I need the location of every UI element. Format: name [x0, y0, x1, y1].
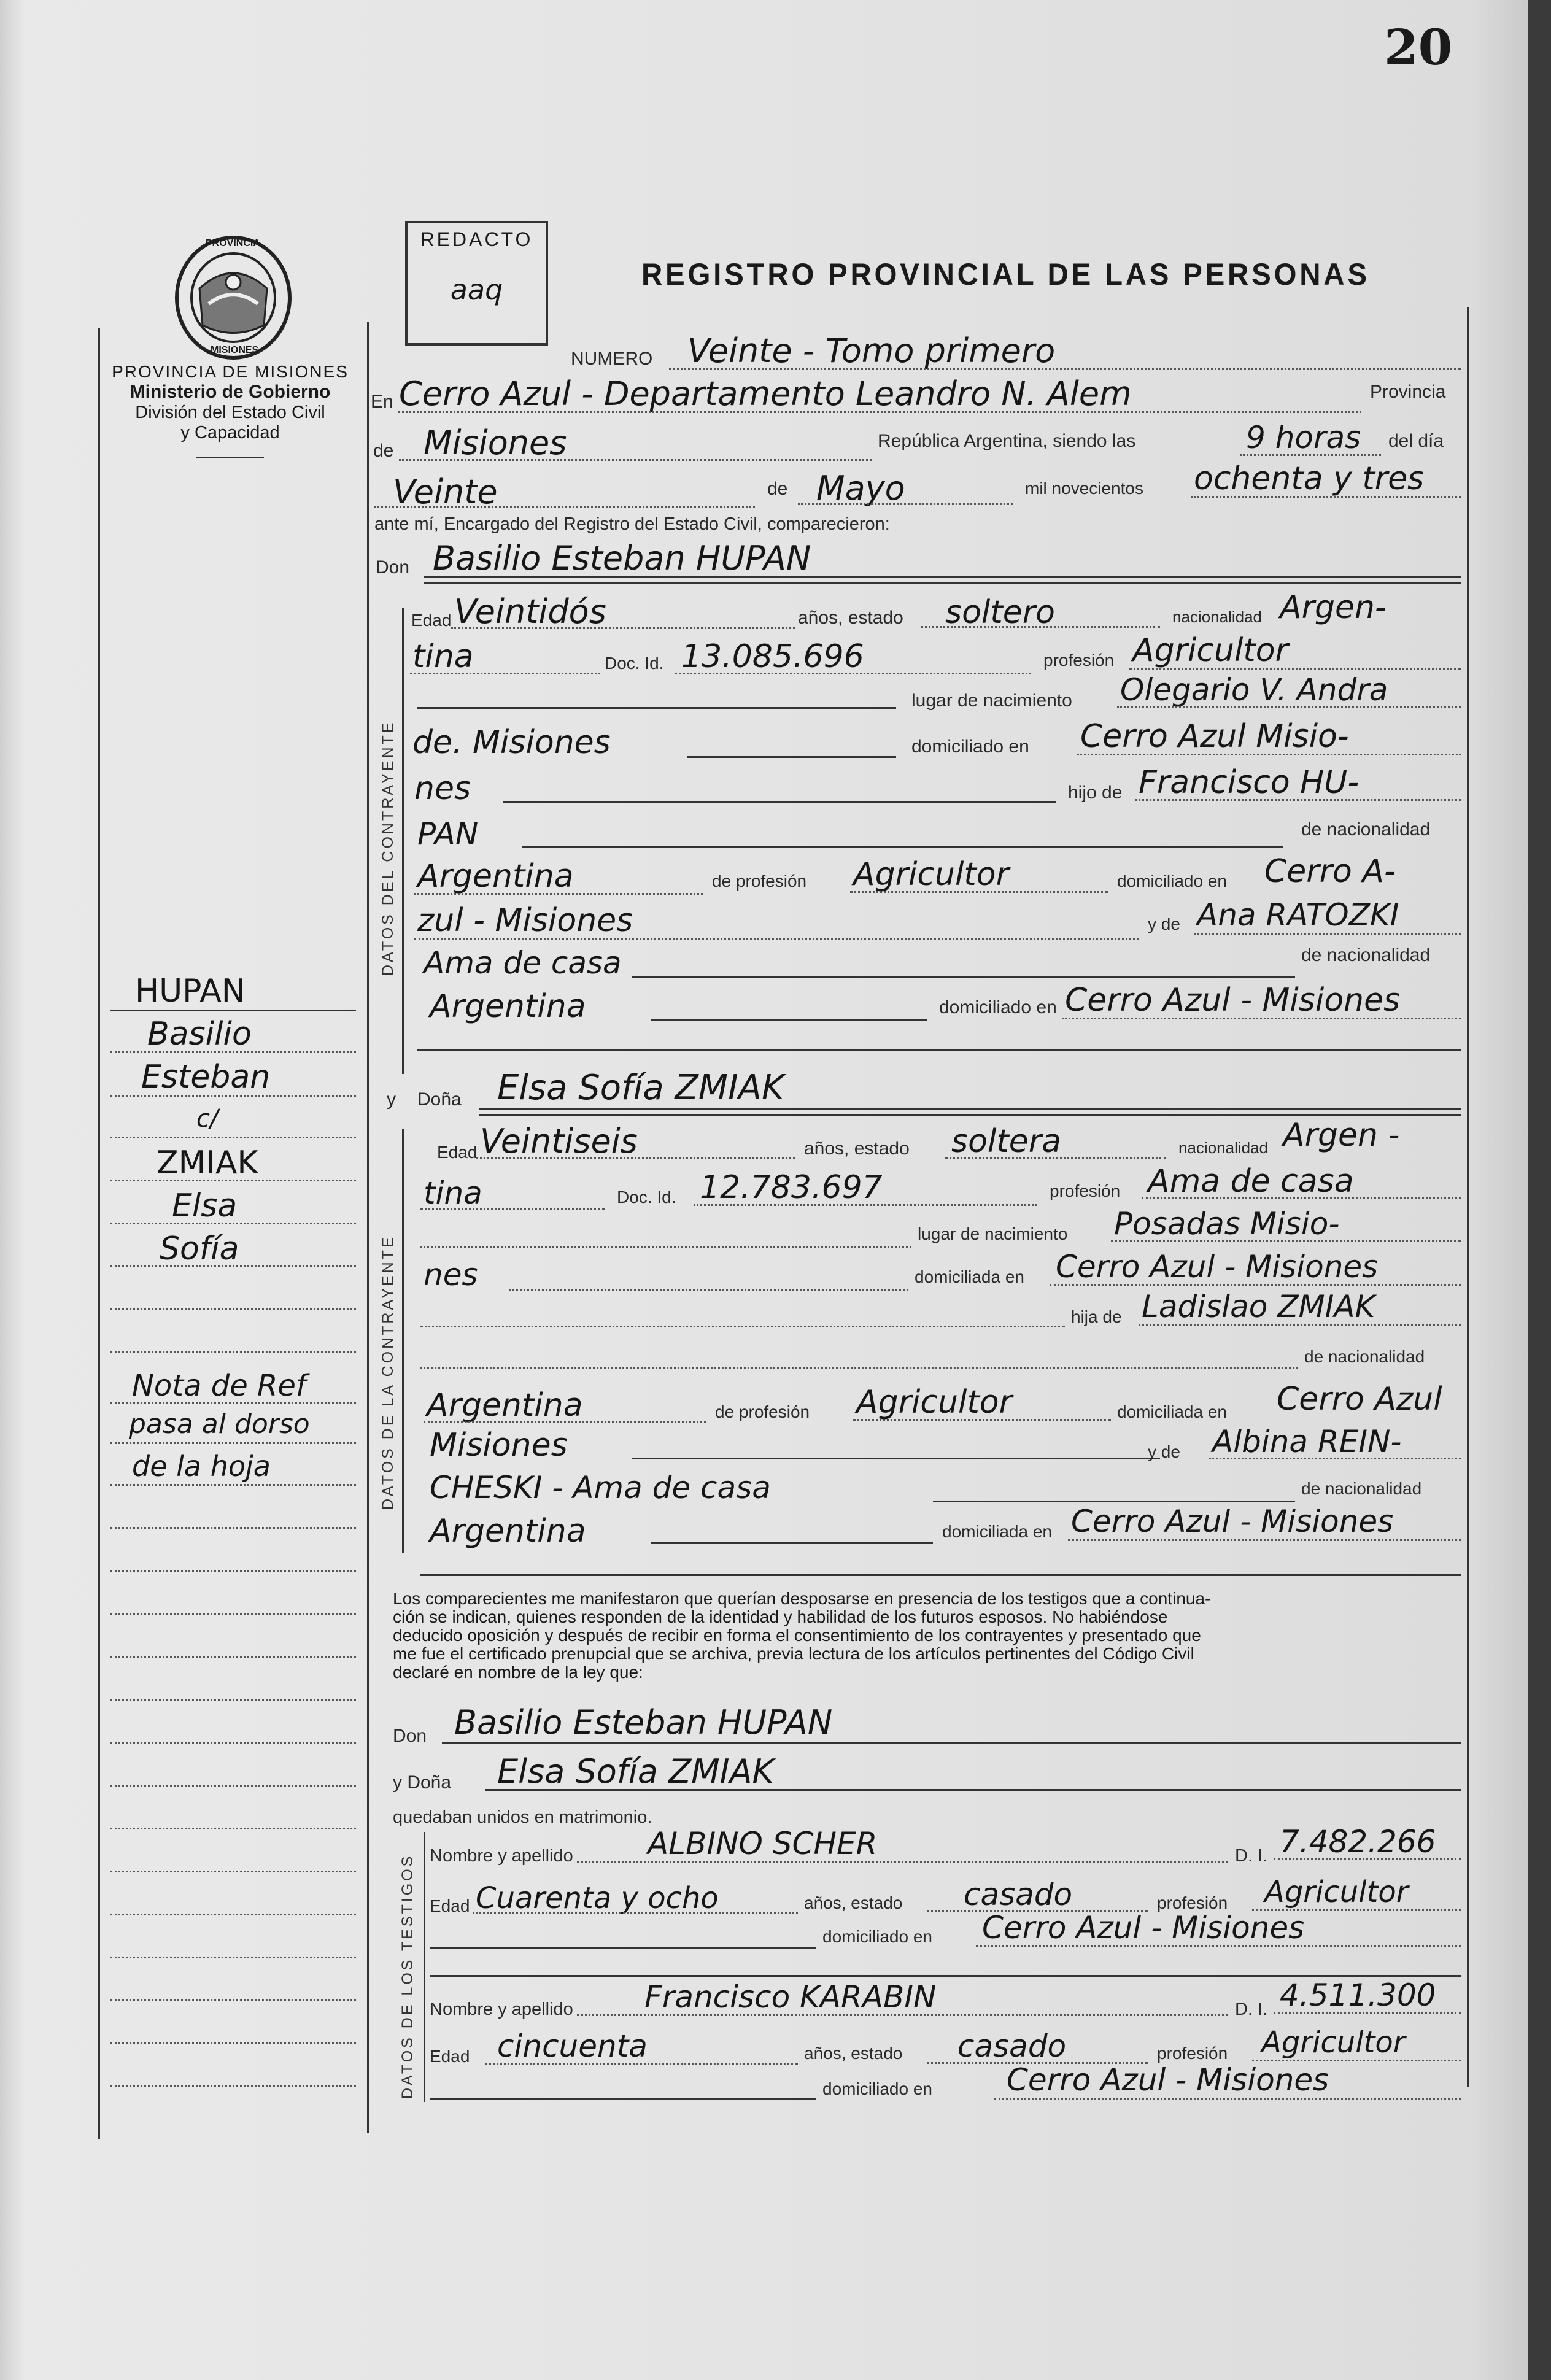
margin-line-14	[110, 1570, 356, 1572]
margin-name-3: Esteban	[141, 1059, 271, 1095]
w1-domicilio-value: Cerro Azul - Misiones	[982, 1910, 1305, 1945]
groom-lugar-line	[1117, 706, 1461, 708]
groom-lugar-cont-line	[687, 756, 896, 758]
w2-domicilio-label: domiciliado en	[822, 2079, 932, 2098]
groom-padre-nac-label: de nacionalidad	[1301, 819, 1431, 840]
bride-profesion-value: Ama de casa	[1148, 1163, 1354, 1200]
margin-line-6	[110, 1223, 356, 1224]
groom-profesion-line	[1129, 668, 1461, 670]
groom-padre-nac: Argentina	[417, 858, 574, 895]
margin-line-10	[110, 1402, 356, 1404]
witness-side-label: DATOS DE LOS TESTIGOS	[399, 1853, 416, 2099]
groom-domicilio-cont: nes	[414, 770, 471, 807]
groom-madre-dom: Cerro Azul - Misiones	[1065, 982, 1401, 1019]
groom-anios-label: años, estado	[798, 608, 903, 628]
redacto-initials: aaq	[450, 273, 503, 306]
margin-line-2	[110, 1051, 356, 1053]
mes-value: Mayo	[816, 469, 905, 508]
page-number: 20	[1384, 18, 1453, 76]
decl-don-value: Basilio Esteban HUPAN	[454, 1703, 833, 1742]
w1-dom-blank	[430, 1947, 816, 1949]
margin-line-4	[110, 1137, 356, 1138]
bride-madre-cont: CHESKI - Ama de casa	[430, 1470, 771, 1505]
bride-nac-cont: tina	[424, 1175, 482, 1211]
groom-madre-prof-line	[632, 976, 1295, 978]
bride-padre-dom-label: domiciliada en	[1117, 1402, 1227, 1421]
bride-nac-value: Argen -	[1283, 1117, 1400, 1154]
groom-nac-cont: tina	[412, 638, 474, 675]
decl-dona-value: Elsa Sofía ZMIAK	[497, 1752, 774, 1791]
w2-dom-blank	[430, 2098, 816, 2100]
bride-padre-nac-label: de nacionalidad	[1304, 1347, 1425, 1366]
margin-line-17	[110, 1699, 356, 1701]
w1-domicilio-label: domiciliado en	[822, 1927, 932, 1946]
bride-estado-line	[945, 1157, 1166, 1159]
page-title: REGISTRO PROVINCIAL DE LAS PERSONAS	[641, 257, 1370, 292]
bride-madre-nac: Argentina	[430, 1513, 586, 1550]
w1-di-label: D. I.	[1235, 1846, 1268, 1866]
bride-padre-nac: Argentina	[427, 1387, 583, 1424]
margin-line-12	[110, 1484, 356, 1486]
w2-profesion-line	[1252, 2060, 1461, 2061]
groom-lugar-label: lugar de nacimiento	[911, 690, 1072, 711]
w1-edad-value: Cuarenta y ocho	[476, 1881, 719, 1915]
w2-di-label: D. I.	[1235, 1999, 1268, 2019]
margin-line-1	[110, 1010, 356, 1011]
w1-di-value: 7.482.266	[1280, 1824, 1436, 1860]
horas-line	[1240, 454, 1381, 456]
bride-doc-line	[694, 1204, 1037, 1206]
groom-madre-value: Ana RATOZKI	[1197, 897, 1399, 933]
margin-note-1: Nota de Ref	[132, 1369, 306, 1403]
bride-side-label: DATOS DE LA CONTRAYENTE	[379, 1235, 396, 1510]
margin-line-7	[110, 1265, 356, 1267]
w1-domicilio-line	[976, 1945, 1461, 1947]
w1-anios-label: años, estado	[804, 1893, 903, 1912]
declaration-line: ción se indican, quienes responden de la identidad y habilidad de los futuros esposos. No habiéndose	[393, 1607, 1168, 1626]
seal-text-bottom: MISIONES	[211, 345, 259, 355]
bride-padre-dom: Cerro Azul	[1277, 1381, 1442, 1418]
groom-madre-dom-line	[1062, 1018, 1461, 1019]
groom-padre-cont: PAN	[417, 816, 479, 852]
provincia-value: Misiones	[424, 423, 567, 462]
redacto-label: REDACTO	[420, 228, 533, 250]
groom-nac-label: nacionalidad	[1172, 608, 1263, 626]
bride-madre-value: Albina REIN-	[1212, 1424, 1402, 1459]
margin-line-20	[110, 1828, 356, 1829]
mes-line	[798, 503, 1013, 505]
decl-don-label: Don	[393, 1726, 427, 1746]
w1-nombre-line	[577, 1861, 1228, 1863]
margin-line-26	[110, 2085, 356, 2087]
groom-side-label: DATOS DEL CONTRAYENTE	[379, 720, 396, 976]
bride-madre-dom: Cerro Azul - Misiones	[1071, 1504, 1394, 1539]
groom-profesion-value: Agricultor	[1132, 632, 1288, 669]
groom-bracket	[402, 608, 404, 1074]
groom-padre-dom: Cerro A-	[1264, 853, 1396, 890]
margin-line-5	[110, 1180, 356, 1181]
groom-madre-line	[1194, 933, 1461, 935]
groom-padre-dom-cont-line	[414, 938, 1139, 940]
declaration-line: deducido oposición y después de recibir en forma el consentimiento de los contrayentes y presentado que	[393, 1626, 1201, 1645]
groom-profesion-label: profesión	[1043, 651, 1115, 670]
groom-y-de-label: y de	[1148, 914, 1180, 933]
declaration-line: me fue el certificado prenupcial que se archiva, previa lectura de los artículos pertinentes del Código Civil	[393, 1644, 1194, 1663]
margin-note-2: pasa al dorso	[129, 1408, 310, 1440]
de-label: de	[373, 441, 394, 461]
groom-lugar-blank	[417, 707, 896, 709]
groom-padre-line	[1135, 799, 1461, 801]
org-province: PROVINCIA DE MISIONES	[112, 362, 349, 381]
groom-madre-nac-line	[651, 1019, 927, 1021]
margin-line-24	[110, 1999, 356, 2001]
declaration-line: declaré en nombre de la ley que:	[393, 1663, 643, 1682]
org-rule	[196, 457, 264, 458]
bride-edad-line	[476, 1157, 795, 1159]
mil-label: mil novecientos	[1025, 479, 1143, 498]
bride-y-label: y	[387, 1089, 396, 1110]
decl-closing: quedaban unidos en matrimonio.	[393, 1807, 652, 1827]
bride-lugar-cont: nes	[424, 1257, 478, 1292]
w2-estado-value: casado	[957, 2028, 1067, 2064]
dia-line	[374, 506, 755, 508]
margin-line-3	[110, 1095, 356, 1097]
margin-name-2: Basilio	[147, 1016, 252, 1053]
groom-edad-value: Veintidós	[454, 592, 606, 631]
bride-edad-label: Edad	[437, 1143, 478, 1162]
bride-padre-dom-cont: Misiones	[430, 1427, 568, 1464]
bride-lugar-line	[1111, 1240, 1461, 1242]
bride-madre-dom-line	[1068, 1539, 1461, 1541]
bride-padre-nac-line	[424, 1421, 706, 1423]
bride-madre-dom-label: domiciliada en	[942, 1522, 1052, 1541]
bride-madre-nac-line	[651, 1542, 933, 1544]
bride-domicilio-line	[1050, 1284, 1461, 1286]
groom-madre-prof: Ama de casa	[424, 945, 622, 981]
groom-edad-line	[451, 627, 795, 629]
groom-nac-cont-line	[410, 673, 600, 674]
org-capacity: y Capacidad	[180, 423, 280, 442]
margin-note-3: de la hoja	[132, 1450, 271, 1483]
margin-name-7: Sofía	[160, 1231, 239, 1267]
provincial-seal-icon	[172, 233, 295, 362]
don-line-2	[424, 582, 1461, 584]
w1-edad-line	[473, 1912, 798, 1914]
margin-line-11	[110, 1442, 356, 1444]
redacto-box	[405, 221, 548, 346]
groom-doc-value: 13.085.696	[681, 638, 864, 675]
numero-label: NUMERO	[571, 349, 653, 369]
w1-edad-label: Edad	[430, 1896, 470, 1915]
groom-domicilio-line	[1077, 754, 1461, 755]
margin-name-5: ZMIAK	[157, 1145, 258, 1181]
de-line	[399, 459, 872, 461]
groom-padre-prof: Agricultor	[853, 856, 1009, 893]
bride-dona-label: Doña	[417, 1089, 462, 1110]
bride-nac-label: nacionalidad	[1178, 1138, 1269, 1157]
en-line	[398, 411, 1361, 413]
w2-nombre-label: Nombre y apellido	[430, 1999, 573, 2019]
w2-domicilio-line	[994, 2098, 1461, 2100]
seal-text-top: PROVINCIA	[206, 238, 260, 249]
w2-di-line	[1274, 2012, 1461, 2014]
groom-edad-label: Edad	[411, 611, 452, 630]
bride-lugar-label: lugar de nacimiento	[918, 1224, 1068, 1243]
groom-domicilio-value: Cerro Azul Misio-	[1080, 718, 1349, 755]
horas-value: 9 horas	[1246, 420, 1361, 455]
bride-hija-label: hija de	[1071, 1307, 1122, 1326]
margin-line-9	[110, 1351, 356, 1353]
groom-madre-nac: Argentina	[430, 988, 586, 1025]
form-right-rule	[1467, 307, 1469, 2087]
groom-padre-dom-label: domiciliado en	[1117, 871, 1227, 891]
bride-madre-nac-label: de nacionalidad	[1301, 1479, 1422, 1498]
groom-padre-cont-line	[522, 846, 1283, 848]
witness-bracket	[424, 1832, 425, 2102]
bride-nac-cont-line	[420, 1208, 605, 1210]
groom-padre-prof-label: de profesión	[712, 871, 807, 891]
dia-value: Veinte	[393, 473, 498, 511]
en-label: En	[371, 392, 393, 412]
w2-nombre-line	[577, 2014, 1228, 2016]
bride-dona-value: Elsa Sofía ZMIAK	[497, 1068, 784, 1108]
groom-padre-prof-line	[850, 891, 1108, 893]
bride-profesion-label: profesión	[1050, 1181, 1121, 1200]
w2-domicilio-value: Cerro Azul - Misiones	[1007, 2062, 1329, 2098]
groom-padre-nac-line	[414, 893, 703, 895]
groom-lugar-cont: de. Misiones	[412, 724, 611, 761]
numero-line	[669, 368, 1461, 370]
bride-padre-value: Ladislao ZMIAK	[1142, 1289, 1375, 1324]
bride-doc-value: 12.783.697	[700, 1169, 883, 1206]
w2-nombre-value: Francisco KARABIN	[644, 1979, 937, 2015]
bride-padre-prof: Agricultor	[856, 1384, 1012, 1421]
margin-line-21	[110, 1871, 356, 1872]
margin-line-16	[110, 1656, 356, 1658]
margin-line-19	[110, 1785, 356, 1787]
bride-padre-dom-cont-line	[632, 1458, 1160, 1459]
bride-padre-prof-line	[853, 1419, 1111, 1421]
w1-nombre-value: ALBINO SCHER	[648, 1826, 878, 1861]
bride-padre-nac-blank	[420, 1367, 1298, 1369]
w1-di-line	[1274, 1858, 1461, 1860]
bride-blank-line-1	[420, 1574, 1461, 1576]
don-line	[424, 576, 1461, 578]
margin-name-6: Elsa	[172, 1188, 238, 1224]
bride-hija-blank	[420, 1326, 1065, 1327]
w2-edad-label: Edad	[430, 2047, 470, 2066]
bride-padre-prof-label: de profesión	[715, 1402, 810, 1421]
margin-line-15	[110, 1613, 356, 1615]
groom-estado-value: soltero	[945, 594, 1055, 631]
org-ministry: Ministerio de Gobierno	[130, 382, 331, 402]
w1-nombre-label: Nombre y apellido	[430, 1846, 573, 1866]
bride-profesion-line	[1142, 1197, 1461, 1199]
bride-madre-line	[1209, 1458, 1461, 1459]
bride-padre-line	[1139, 1324, 1461, 1326]
w2-di-value: 4.511.300	[1280, 1977, 1436, 2013]
en-value: Cerro Azul - Departamento Leandro N. Alem	[399, 374, 1132, 413]
left-margin-rule	[98, 328, 100, 2139]
declaration-paragraph	[393, 1590, 1467, 1682]
margin-line-25	[110, 2042, 356, 2044]
bride-lugar-value: Posadas Misio-	[1114, 1206, 1340, 1242]
margin-line-13	[110, 1527, 356, 1529]
w2-anios-label: años, estado	[804, 2044, 903, 2063]
margin-name-1: HUPAN	[135, 973, 246, 1010]
decl-don-line	[442, 1742, 1461, 1744]
groom-dom-cont-line	[503, 801, 1056, 803]
bride-bracket	[402, 1129, 404, 1553]
org-division: División del Estado Civil	[135, 403, 325, 422]
groom-domicilio-label: domiciliado en	[911, 736, 1029, 757]
bride-anios-label: años, estado	[804, 1138, 910, 1159]
declaration-line: Los comparecientes me manifestaron que querían desposarse en presencia de los testigos que a continua-	[393, 1589, 1211, 1608]
decl-dona-line	[485, 1789, 1461, 1791]
groom-padre-value: Francisco HU-	[1139, 764, 1360, 801]
groom-nac-value: Argen-	[1280, 589, 1387, 626]
don-label: Don	[376, 557, 410, 578]
de-mes-label: de	[767, 479, 788, 499]
anio-value: ochenta y tres	[1194, 460, 1425, 497]
numero-value: Veinte - Tomo primero	[687, 331, 1056, 370]
groom-hijo-label: hijo de	[1068, 782, 1123, 803]
anio-line	[1191, 496, 1461, 498]
w2-edad-line	[485, 2063, 798, 2065]
bride-edad-value: Veintiseis	[480, 1122, 638, 1161]
form-left-rule	[367, 322, 369, 2133]
w1-profesion-value: Agricultor	[1264, 1875, 1409, 1909]
bride-domicilio-label: domiciliada en	[915, 1267, 1024, 1286]
witness-divider	[430, 1975, 1461, 1977]
republica-label: República Argentina, siendo las	[878, 431, 1136, 451]
groom-madre-nac-label: de nacionalidad	[1301, 945, 1431, 965]
provincia-label: Provincia	[1370, 382, 1446, 402]
groom-estado-line	[921, 626, 1160, 628]
del-dia-label: del día	[1388, 431, 1444, 451]
groom-blank-line-1	[417, 1049, 1461, 1051]
bride-dona-line	[479, 1108, 1461, 1110]
org-heading	[98, 362, 362, 458]
w2-profesion-value: Agricultor	[1261, 2025, 1406, 2060]
don-value: Basilio Esteban HUPAN	[433, 539, 811, 578]
groom-lugar-value: Olegario V. Andra	[1120, 672, 1388, 708]
w1-estado-value: casado	[964, 1877, 1073, 1912]
w2-profesion-label: profesión	[1157, 2044, 1228, 2063]
margin-line-23	[110, 1957, 356, 1958]
groom-doc-line	[675, 673, 1031, 674]
margin-line-8	[110, 1308, 356, 1310]
margin-name-4: c/	[196, 1105, 219, 1133]
bride-madre-cont-line	[933, 1501, 1295, 1502]
margin-line-18	[110, 1742, 356, 1744]
bride-lugar-blank	[420, 1246, 911, 1248]
margin-line-22	[110, 1914, 356, 1915]
decl-dona-label: y Doña	[393, 1772, 452, 1793]
bride-domicilio-value: Cerro Azul - Misiones	[1056, 1249, 1379, 1285]
w1-profesion-label: profesión	[1157, 1893, 1228, 1912]
bride-lugar-cont-line	[509, 1289, 908, 1291]
bride-estado-value: soltera	[951, 1123, 1061, 1160]
bride-y-de-label: y de	[1148, 1442, 1180, 1461]
ante-mi-text: ante mí, Encargado del Registro del Estado Civil, comparecieron:	[374, 514, 890, 534]
groom-madre-dom-label: domiciliado en	[939, 997, 1057, 1018]
groom-padre-dom-cont: zul - Misiones	[417, 902, 633, 939]
w2-edad-value: cincuenta	[497, 2028, 648, 2064]
bride-doc-label: Doc. Id.	[617, 1188, 676, 1207]
groom-doc-label: Doc. Id.	[605, 654, 664, 673]
bride-dona-line-2	[479, 1114, 1461, 1116]
